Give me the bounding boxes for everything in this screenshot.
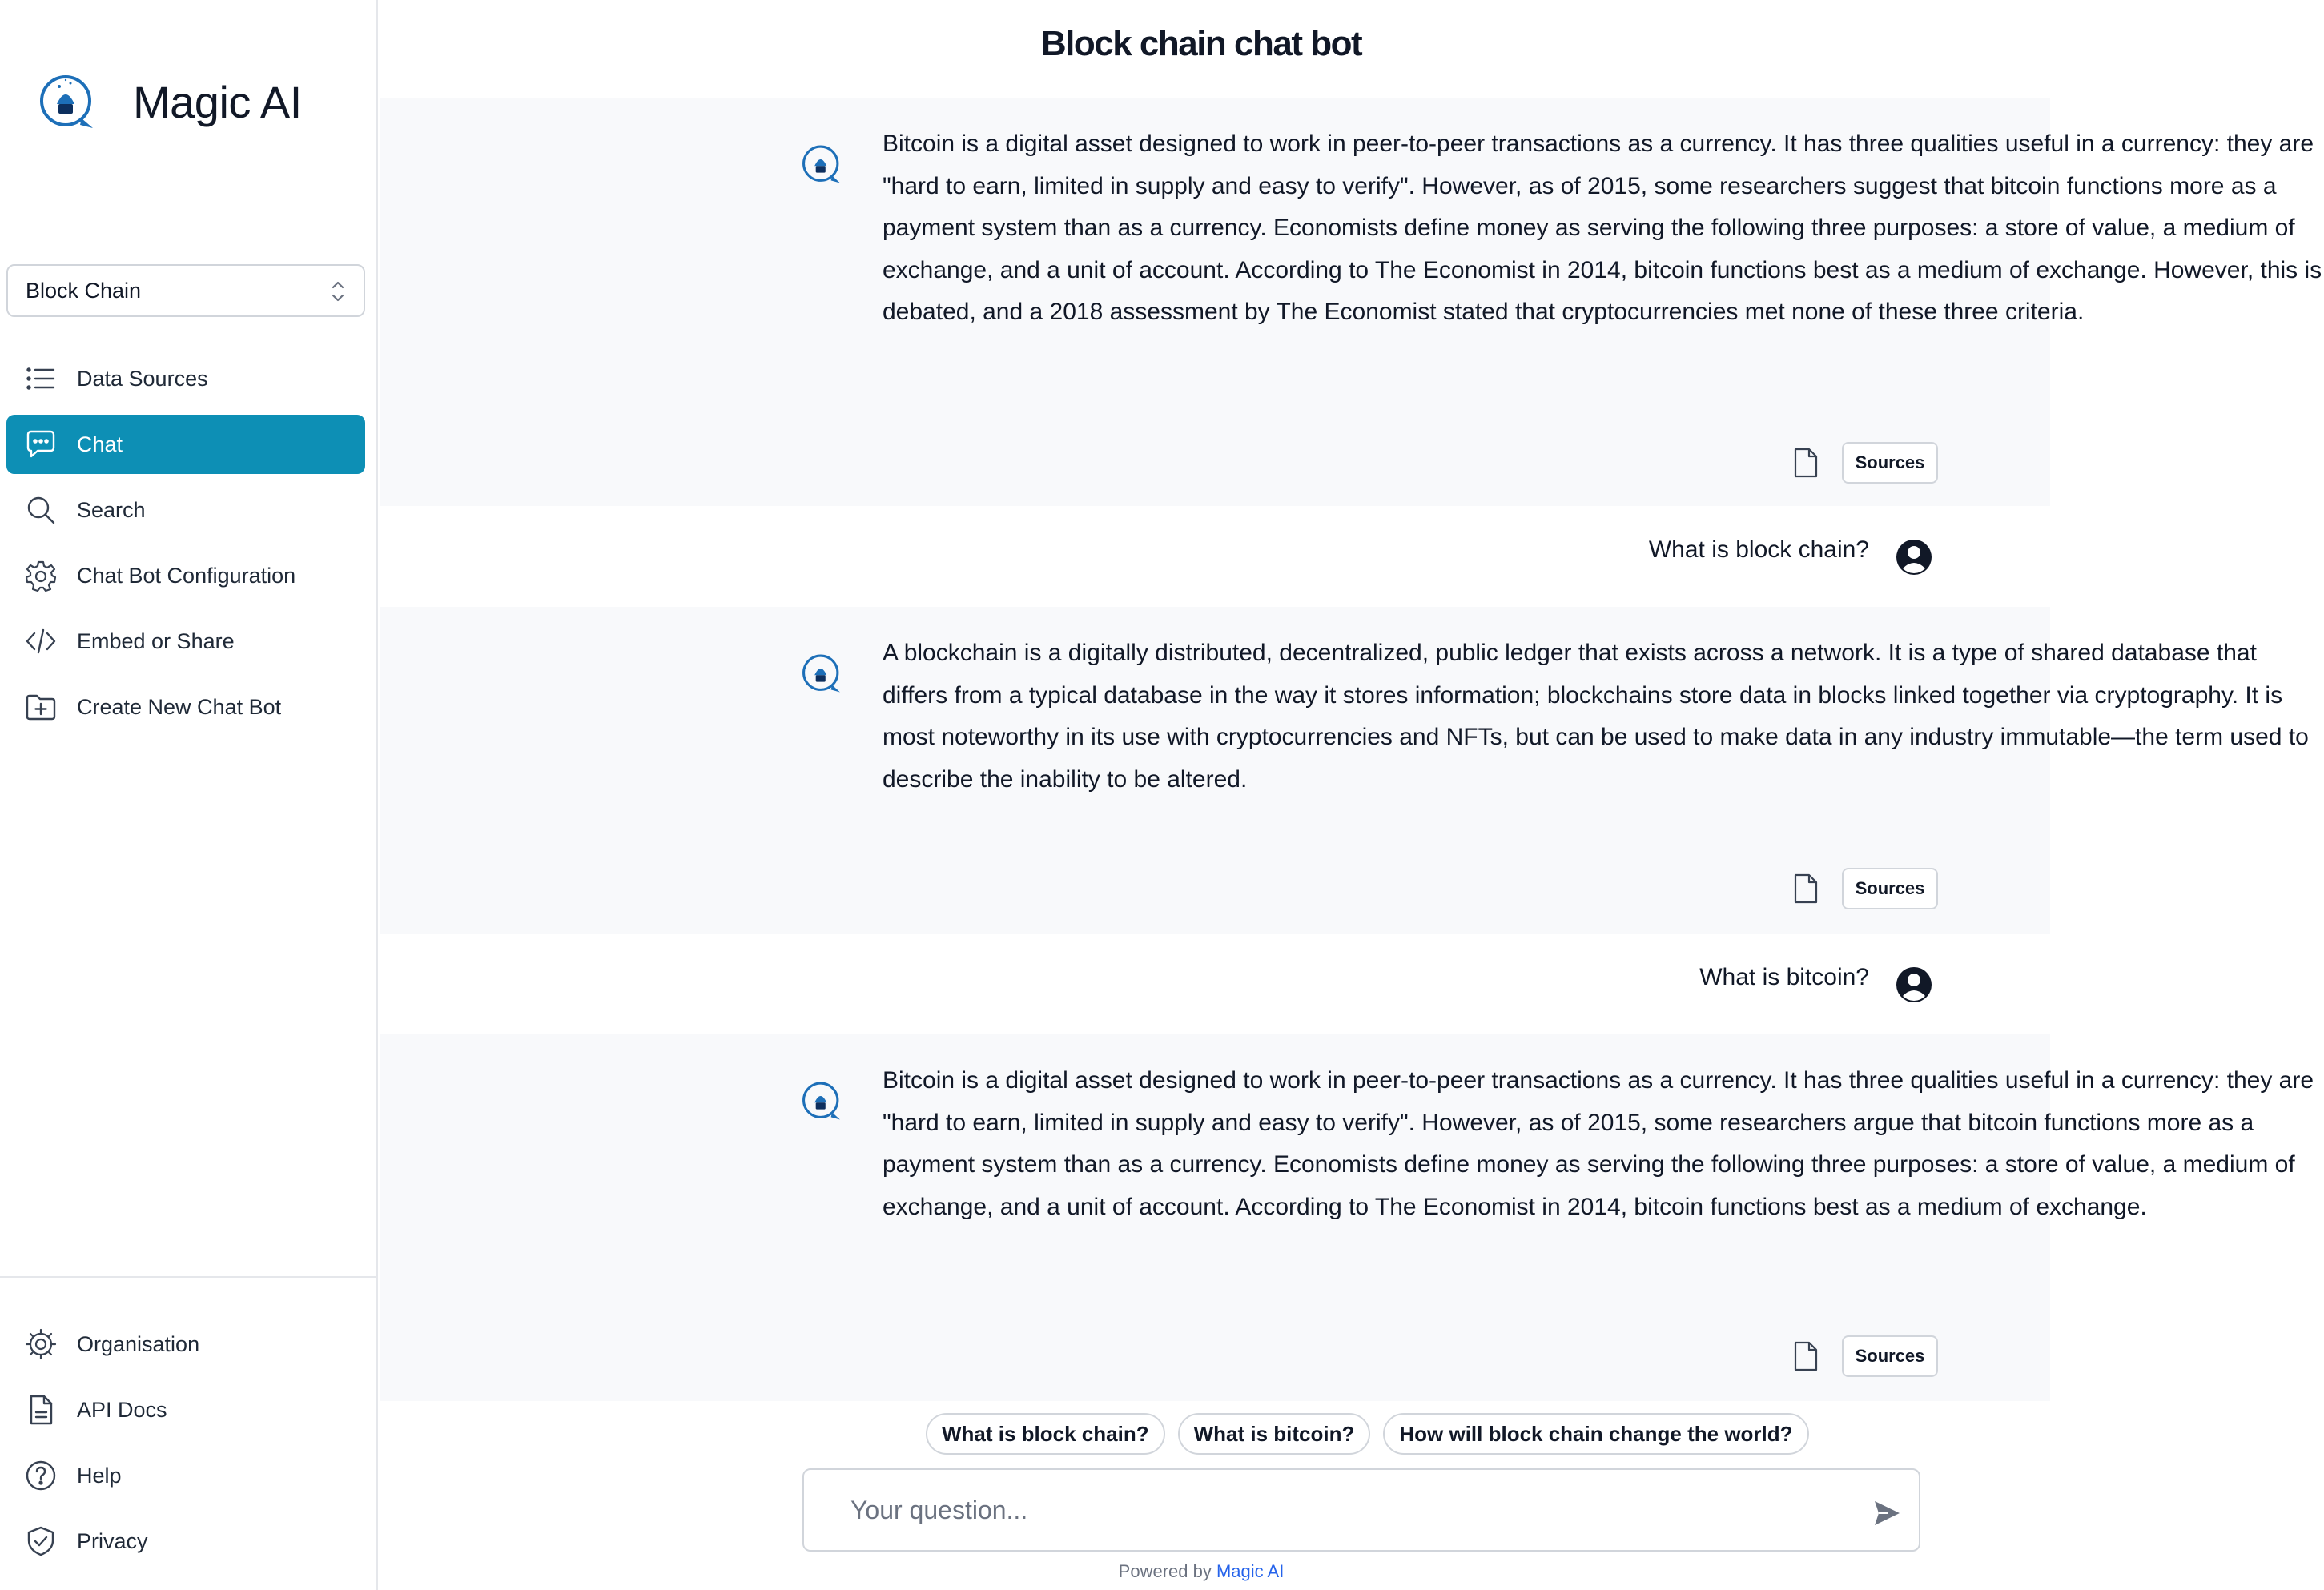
bot-message: [380, 98, 2322, 506]
suggestion-chip[interactable]: What is block chain?: [926, 1413, 1165, 1455]
nav-item-chat-bot-configuration[interactable]: [6, 546, 365, 605]
nav-item-organisation[interactable]: [6, 1315, 365, 1374]
nav-label: Organisation: [77, 1331, 200, 1356]
magic-ai-logo-icon: [35, 69, 101, 135]
user-message-text: What is block chain?: [1648, 536, 1869, 563]
nav-label: Help: [77, 1463, 122, 1488]
question-input[interactable]: [850, 1486, 1827, 1534]
user-avatar-icon: [1895, 966, 1933, 1004]
suggestion-chip[interactable]: What is bitcoin?: [1178, 1413, 1371, 1455]
chat-panel: [380, 0, 2322, 1590]
nav-label: Search: [77, 497, 146, 522]
nav-item-help[interactable]: [6, 1446, 365, 1505]
bot-avatar-icon: [798, 1076, 847, 1126]
bot-avatar-icon: [798, 648, 847, 698]
nav-item-privacy[interactable]: [6, 1512, 365, 1571]
cog-icon: [25, 1328, 57, 1360]
bot-message: [380, 1034, 2314, 1401]
gear-icon: [25, 560, 57, 592]
nav-label: Privacy: [77, 1528, 148, 1553]
bot-message-text: Bitcoin is a digital asset designed to work in peer-to-peer transactions as a currency. It has three qualities useful in a currency: they are "hard to earn, limited in supply and easy to verify". However, as of 2015, some researchers suggest that bitcoin functions more as a payment system than as a currency. Economists define money as serving the following three purposes: a store of value, a medium of exchange, and a unit of account. According to The Economist in 2014, bitcoin functions best as a medium of exchange. However, this is debated, and a 2018 assessment by The Economist stated that cryptocurrencies met none of these three criteria.: [883, 130, 2322, 325]
nav-item-data-sources[interactable]: [6, 349, 365, 408]
suggestion-chip[interactable]: How will block chain change the world?: [1383, 1413, 1808, 1455]
nav-item-embed-or-share[interactable]: [6, 612, 365, 671]
sidebar-divider: [0, 1276, 378, 1278]
chatbot-selector-value: Block Chain: [26, 278, 142, 303]
question-input-box: [802, 1468, 1920, 1552]
user-avatar-icon: [1895, 538, 1933, 576]
sidebar: [0, 0, 378, 1590]
chevron-up-down-icon: [328, 277, 348, 306]
document-icon[interactable]: [1792, 447, 1819, 479]
send-icon[interactable]: [1872, 1499, 1901, 1528]
user-message: [380, 934, 2050, 1034]
document-icon: [25, 1394, 57, 1426]
bot-message-text: A blockchain is a digitally distributed, decentralized, public ledger that exists across a network. It is a type of shared database that differs from a typical database in the way it stores information; blockchains store data in blocks linked together via cryptography. It is most noteworthy in its use with cryptocurrencies and NFTs, but can be used to make data in any industry immutable—the term used to describe the inability to be altered.: [883, 640, 2309, 793]
nav-label: Data Sources: [77, 366, 208, 391]
powered-by-prefix: Powered by: [1118, 1561, 1212, 1581]
bot-message: [380, 607, 2309, 934]
nav-label: Create New Chat Bot: [77, 694, 282, 719]
question-circle-icon: [25, 1460, 57, 1492]
shield-check-icon: [25, 1525, 57, 1557]
nav-label: API Docs: [77, 1397, 167, 1422]
powered-by: [380, 1561, 2023, 1582]
nav-label: Embed or Share: [77, 628, 235, 653]
list-icon: [25, 363, 57, 395]
nav-item-chat[interactable]: [6, 415, 365, 474]
nav-item-create-new-chat-bot[interactable]: [6, 677, 365, 737]
bot-message-text: Bitcoin is a digital asset designed to work in peer-to-peer transactions as a currency. It has three qualities useful in a currency: they are "hard to earn, limited in supply and easy to verify". However, as of 2015, some researchers argue that bitcoin functions more as a payment system than as a currency. Economists define money as serving the following three purposes: a store of value, a medium of exchange, and a unit of account. According to The Economist in 2014, bitcoin functions best as a medium of exchange.: [883, 1067, 2314, 1220]
chatbot-selector[interactable]: [6, 264, 365, 317]
bot-avatar-icon: [798, 139, 847, 189]
sources-button[interactable]: Sources: [1842, 868, 1938, 909]
chat-bubble-icon: [25, 428, 57, 460]
nav-item-api-docs[interactable]: [6, 1380, 365, 1439]
powered-by-link[interactable]: Magic AI: [1216, 1561, 1285, 1581]
code-icon: [25, 625, 57, 657]
user-message: [380, 506, 2050, 607]
search-icon: [25, 494, 57, 526]
document-icon[interactable]: [1792, 1340, 1819, 1372]
page-title: Block chain chat bot: [1040, 24, 1362, 63]
document-icon[interactable]: [1792, 873, 1819, 905]
sources-button[interactable]: Sources: [1842, 1335, 1938, 1377]
nav-item-search[interactable]: [6, 480, 365, 540]
sources-button[interactable]: Sources: [1842, 442, 1938, 484]
logo[interactable]: [35, 69, 302, 135]
folder-plus-icon: [25, 691, 57, 723]
suggestion-chips: [926, 1413, 1809, 1455]
user-message-text: What is bitcoin?: [1699, 964, 1869, 990]
nav-label: Chat: [77, 432, 123, 456]
app-name: Magic AI: [133, 76, 302, 127]
nav-label: Chat Bot Configuration: [77, 563, 296, 588]
